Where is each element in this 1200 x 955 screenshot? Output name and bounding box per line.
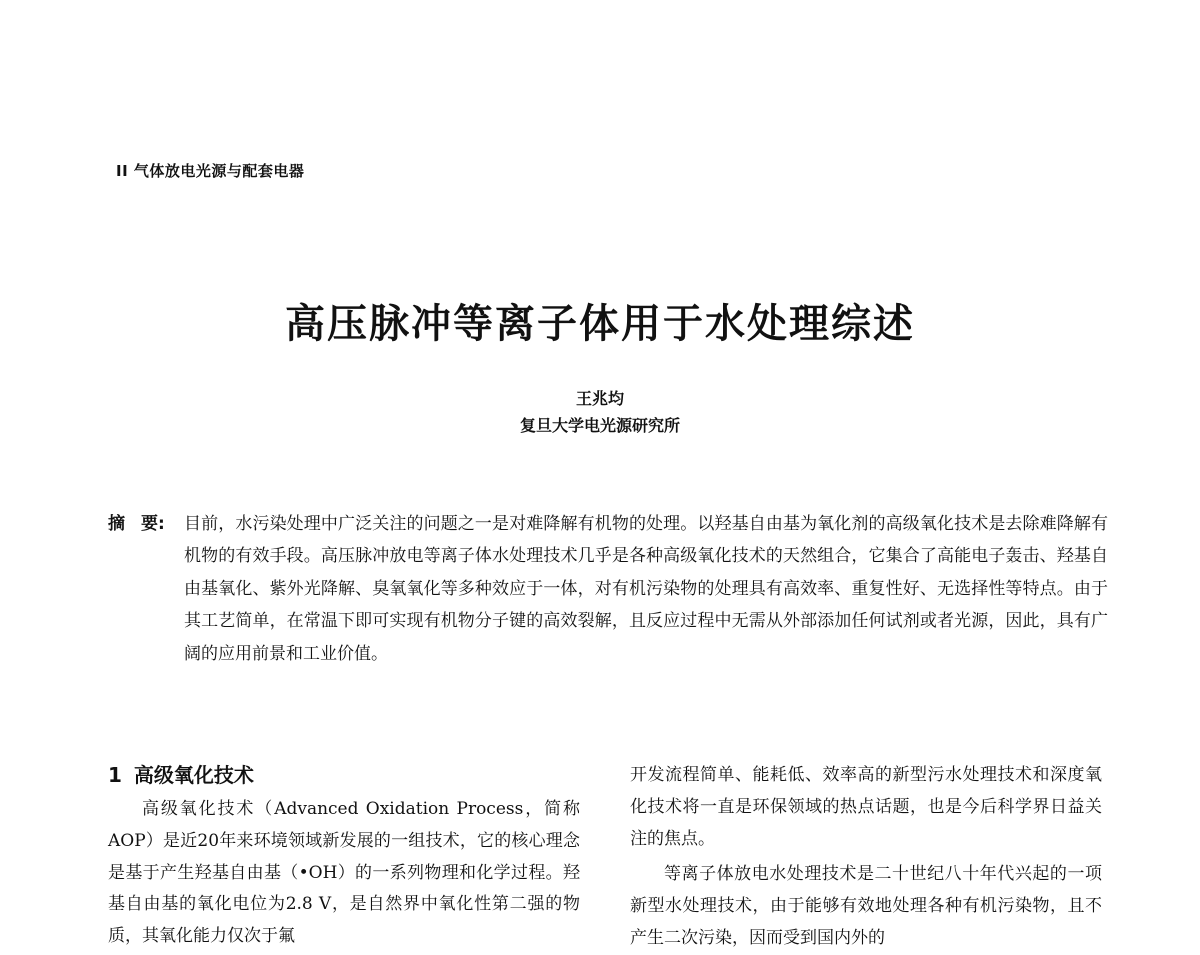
body-paragraph: 等离子体放电水处理技术是二十世纪八十年代兴起的一项新型水处理技术，由于能够有效地处理各种有机污染物，且不产生二次污染，因而受到国内外的 — [630, 864, 1102, 948]
abstract-label — [108, 508, 184, 540]
left-column — [108, 760, 580, 953]
author-name: 王兆均 — [575, 389, 624, 408]
abstract — [108, 508, 1108, 670]
abstract-text: 目前，水污染处理中广泛关注的问题之一是对难降解有机物的处理。以羟基自由基为氧化剂的高级氧化技术是去除难降解有机物的有效手段。高压脉冲放电等离子体水处理技术几乎是各种高级氧化技术的天然组合，它集合了高能电子轰击、羟基自由基氧化、紫外光降解、臭氧氧化等多种效应于一体，对有机污染物的处理具有高效率、重复性好、无选择性等特点。由于其工艺简单，在常温下即可实现有机物分子键的高效裂解，且反应过程中无需从外部添加任何试剂或者光源，因此，具有广阔的应用前景和工业价值。 — [184, 514, 1108, 664]
abstract-label-first: 摘 — [108, 514, 125, 534]
paper-title: 高压脉冲等离子体用于水处理综述 — [285, 301, 915, 347]
section-heading — [108, 760, 580, 790]
right-column — [630, 760, 1102, 955]
author-affiliation: 复旦大学电光源研究所 — [519, 416, 680, 435]
running-header: II 气体放电光源与配套电器 — [116, 162, 305, 180]
abstract-label-second: 要: — [141, 514, 165, 534]
body-paragraph: 开发流程简单、能耗低、效率高的新型污水处理技术和深度氧化技术将一直是环保领域的热点话题，也是今后科学界日益关注的焦点。 — [630, 765, 1102, 849]
body-paragraph: 高级氧化技术（Advanced Oxidation Process，简称AOP）是近20年来环境领域新发展的一组技术，它的核心理念是基于产生羟基自由基（•OH）的一系列物理和化学过程。羟基自由基的氧化电位为2.8 V，是自然界中氧化性第二强的物质，其氧化能力仅次于氟 — [108, 799, 580, 947]
section-title: 高级氧化技术 — [133, 763, 254, 787]
section-number: 1 — [108, 763, 122, 787]
